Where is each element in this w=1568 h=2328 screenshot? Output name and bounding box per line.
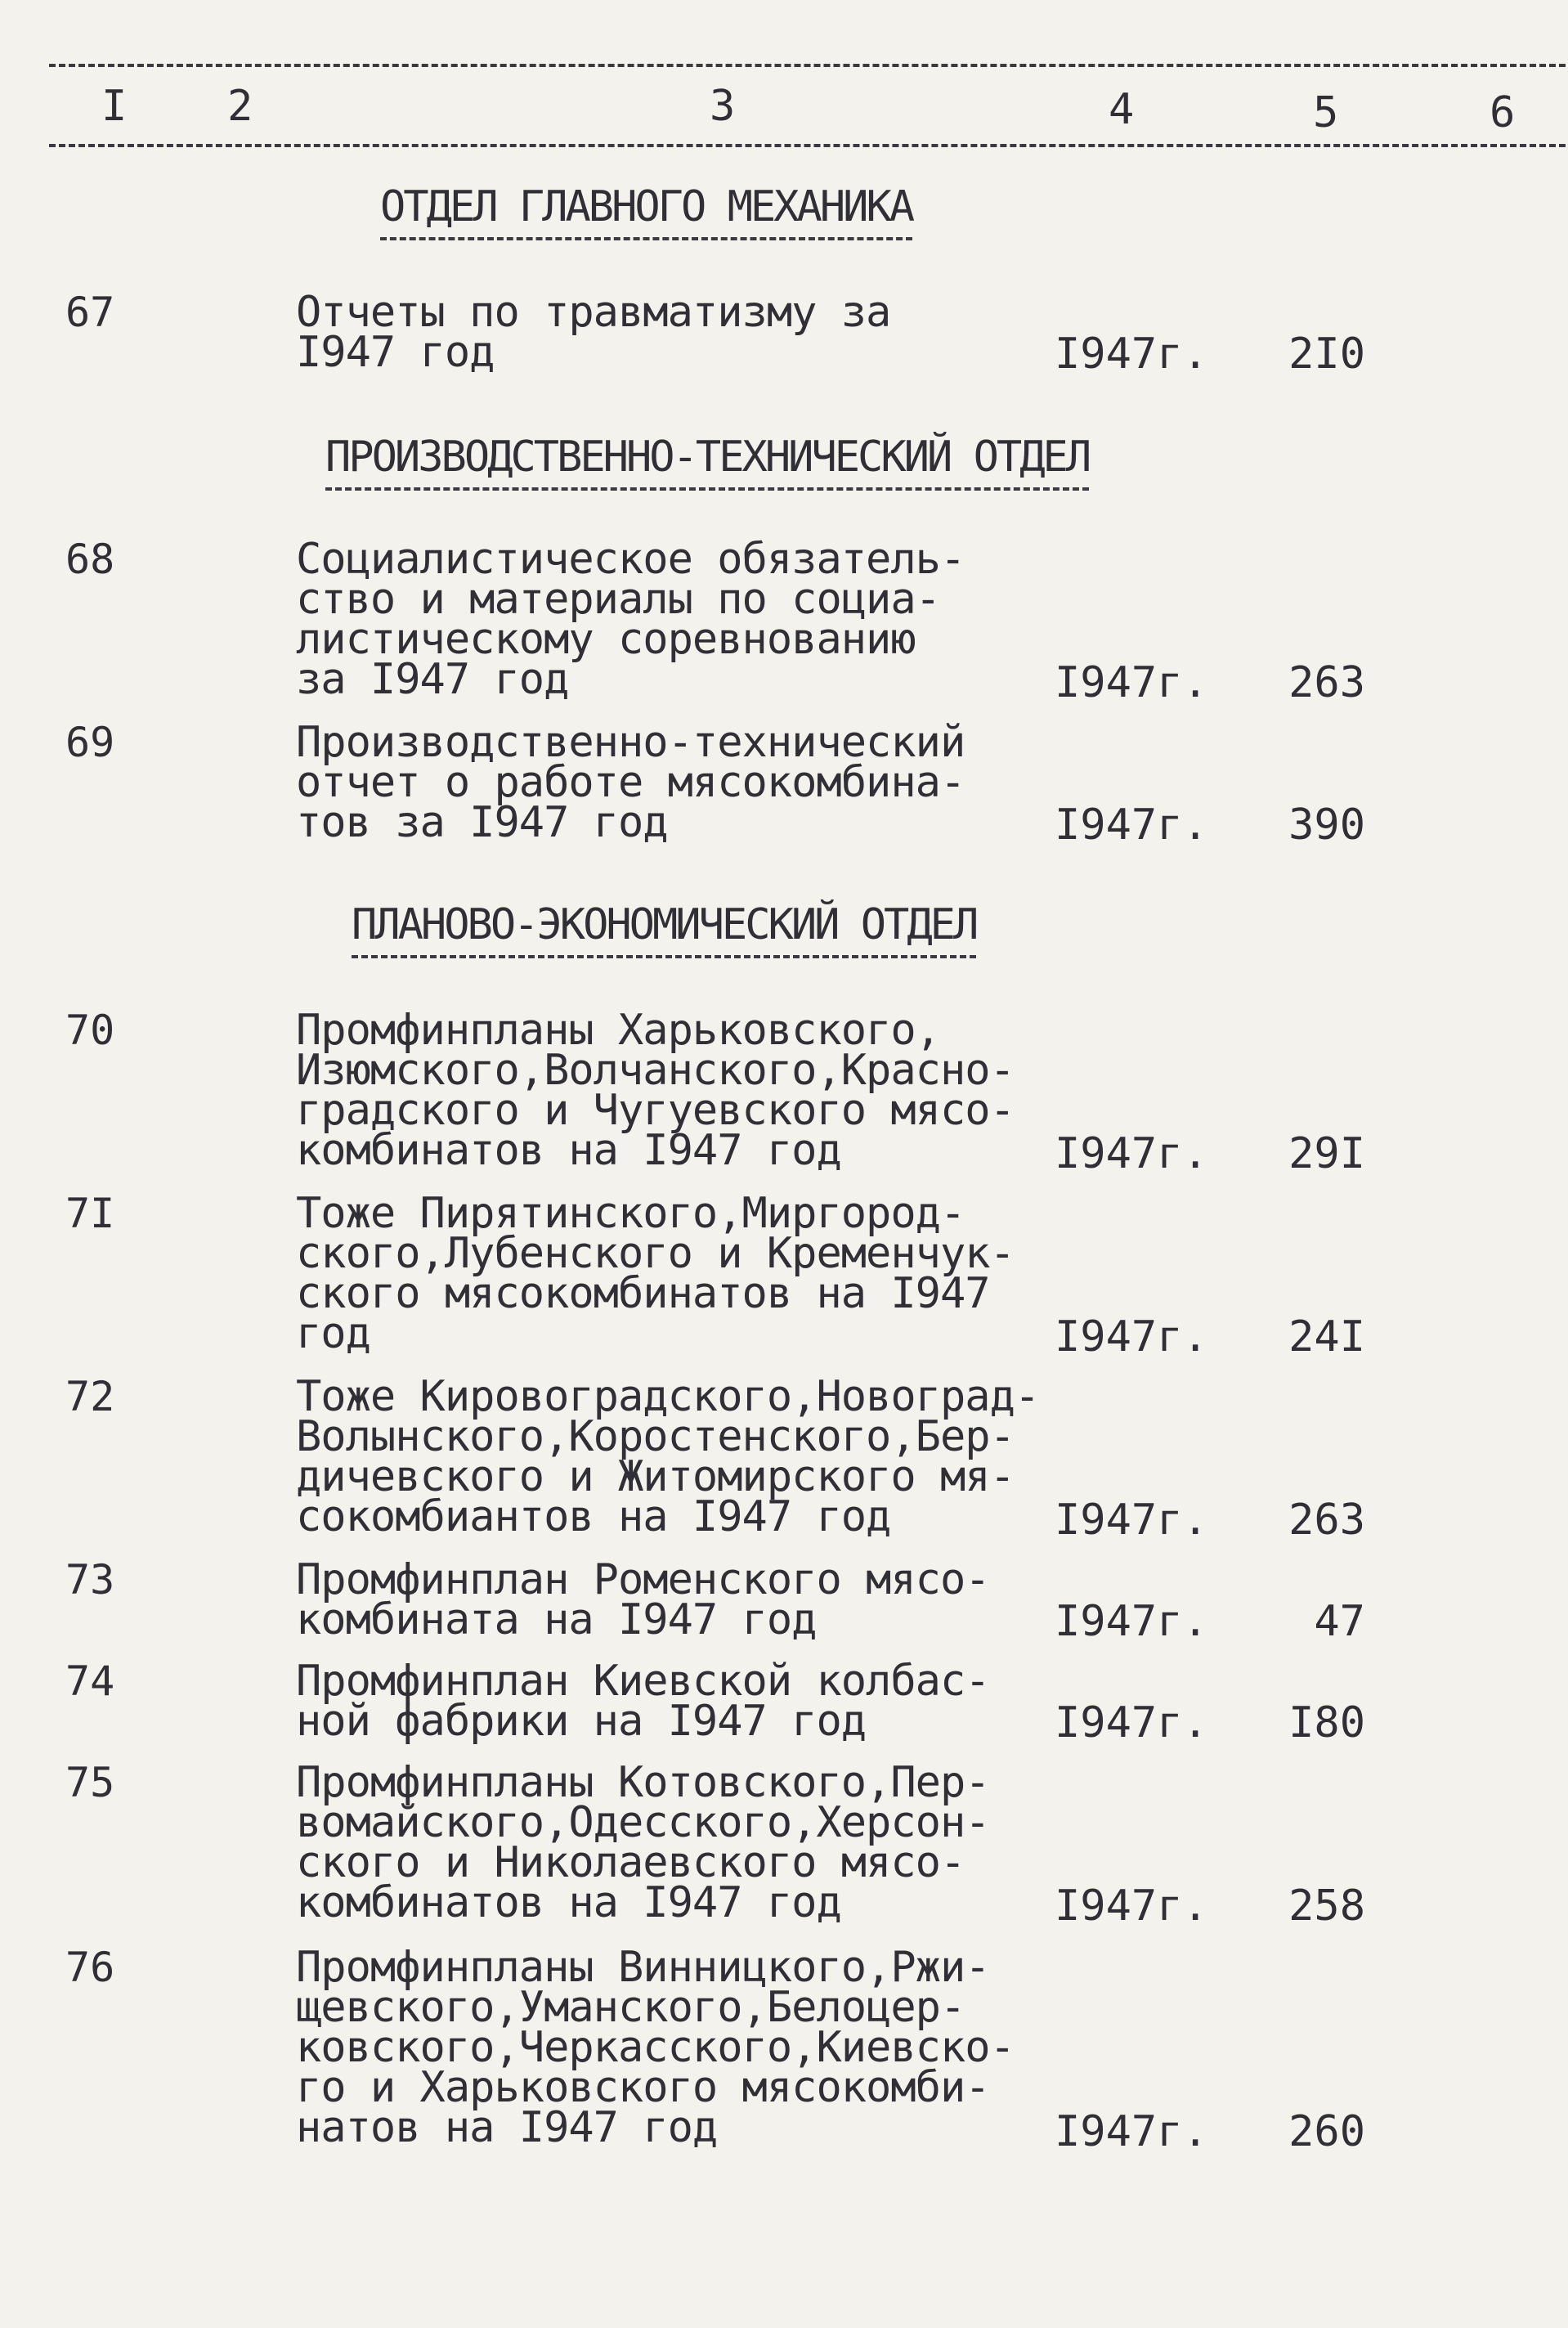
column-number-5: 5 <box>1313 88 1339 137</box>
item-year: I947г. <box>1055 330 1208 379</box>
item-title: Промфинплан Киевской колбас- ной фабрики на I947 год <box>296 1657 990 1746</box>
item-year: I947г. <box>1055 1129 1208 1178</box>
section-heading: ПЛАНОВО-ЭКОНОМИЧЕСКИЙ ОТДЕЛ <box>352 899 976 958</box>
item-sheet-count: 263 <box>1288 1496 1365 1545</box>
item-title: Отчеты по травматизму за I947 год <box>296 288 891 377</box>
item-sheet-count: 263 <box>1288 658 1365 707</box>
header-rule-bottom <box>49 144 1566 147</box>
item-title: Промфинпланы Винницкого,Ржи- щевского,Уманского,Белоцер- ковского,Черкасского,Киевско- го и Харьковского мясокомби- натов на I947 год <box>296 1943 1015 2152</box>
item-title: Промфинпланы Харьковского, Изюмского,Волчанского,Красно- градского и Чугуевского мясо- комбинатов на I947 год <box>296 1006 1015 1175</box>
item-year: I947г. <box>1055 2107 1208 2156</box>
item-sheet-count: 47 <box>1314 1597 1365 1646</box>
item-year: I947г. <box>1055 1496 1208 1545</box>
item-title: Промфинпланы Котовского,Пер- вомайского,Одесского,Херсон- ского и Николаевского мясо- комбинатов на I947 год <box>296 1758 990 1927</box>
item-year: I947г. <box>1055 801 1208 850</box>
section-heading: ПРОИЗВОДСТВЕННО-ТЕХНИЧЕСКИЙ ОТДЕЛ <box>325 432 1089 491</box>
header-rule-top <box>49 64 1566 67</box>
item-year: I947г. <box>1055 658 1208 707</box>
item-sheet-count: I80 <box>1288 1698 1365 1747</box>
item-sheet-count: 2I0 <box>1288 330 1365 379</box>
item-number: 68 <box>65 536 115 583</box>
item-year: I947г. <box>1055 1597 1208 1646</box>
item-number: 67 <box>65 289 115 336</box>
column-number-6: 6 <box>1490 88 1516 137</box>
item-year: I947г. <box>1055 1882 1208 1931</box>
item-sheet-count: 390 <box>1288 801 1365 850</box>
item-year: I947г. <box>1055 1312 1208 1361</box>
column-number-3: 3 <box>710 82 736 131</box>
column-number-2: 2 <box>227 82 253 131</box>
item-year: I947г. <box>1055 1698 1208 1747</box>
item-number: 76 <box>65 1944 115 1991</box>
item-title: Производственно-технический отчет о работе мясокомбина- тов за I947 год <box>296 718 965 847</box>
item-number: 7I <box>65 1190 115 1237</box>
item-sheet-count: 260 <box>1288 2107 1365 2156</box>
column-number-4: 4 <box>1109 85 1135 134</box>
item-title: Промфинплан Роменского мясо- комбината на I947 год <box>296 1555 990 1644</box>
item-number: 70 <box>65 1007 115 1054</box>
item-title: Социалистическое обязатель- ство и материалы по социа- листическому соревнованию за I947 год <box>296 535 965 704</box>
column-number-1: I <box>101 82 128 131</box>
item-sheet-count: 258 <box>1288 1882 1365 1931</box>
item-sheet-count: 29I <box>1288 1129 1365 1178</box>
item-number: 75 <box>65 1759 115 1806</box>
item-number: 69 <box>65 719 115 766</box>
section-heading: ОТДЕЛ ГЛАВНОГО МЕХАНИКА <box>380 182 912 240</box>
item-title: Тоже Пирятинского,Миргород- ского,Лубенского и Кременчук- ского мясокомбинатов на I947 год <box>296 1189 1015 1358</box>
item-number: 72 <box>65 1373 115 1420</box>
item-number: 74 <box>65 1657 115 1705</box>
item-number: 73 <box>65 1556 115 1604</box>
item-sheet-count: 24I <box>1288 1312 1365 1361</box>
item-title: Тоже Кировоградского,Новоград- Волынского,Коростенского,Бер- дичевского и Житомирского мя- сокомбиантов на I947 год <box>296 1372 1040 1541</box>
